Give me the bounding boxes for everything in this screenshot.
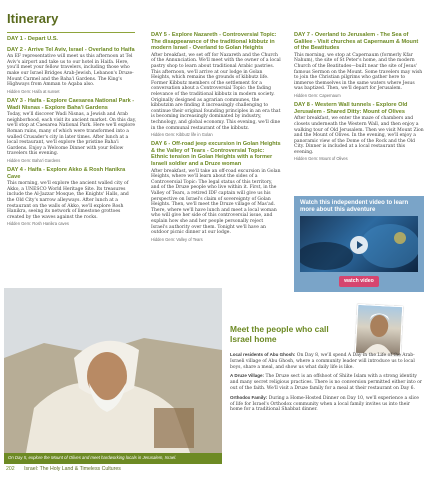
itinerary-column-1 xyxy=(7,36,137,231)
play-icon[interactable] xyxy=(350,236,368,254)
day-2-title: DAY 2 - Arrive Tel Aviv, Israel - Overland to Haifa xyxy=(7,46,135,53)
day-7-title: DAY 7 - Overland to Jerusalem - The Sea of Galilee - Visit churches at Capernaum & Mount of the Beatitudes xyxy=(294,32,419,52)
elderly-man-photo-icon xyxy=(4,288,222,464)
day-3-title: DAY 3 - Haifa - Explore Caesarea National Park - Wadi Nisnas - Explore Baha'i Gardens xyxy=(7,97,135,111)
meet-lead: A Druze Village: xyxy=(230,373,265,379)
portrait-person-icon xyxy=(356,305,402,355)
page-number: 202 xyxy=(6,466,15,472)
day-4-highlight: Hidden Gem: Rosh Hanikra caves xyxy=(7,221,69,227)
meet-text: The Druze sect is an offshoot of Shiite Islam with a strong identity and many secret religious practices. There is no conversion permitted either into or out of the faith. We'll visit a Druze family for a meal at their restaurant on Day 6. xyxy=(230,374,422,391)
meet-paragraph xyxy=(230,373,422,391)
day-5-body: After breakfast, we set off for Nazareth and the Church of the Annunciation. We'll meet with the owner of a local pastry shop to learn about traditional Arabic pastries. This afternoon, we'll arrive at our lodge in Golan Heights, which remains the grounds of kibbutz life. Former Kibbutz members of the settlement for a conversation about a Controversial Topic: the fading relevance of the traditional kibbutz in modern society. Originally designed as agrarian communes, the kibbutzim are finding it increasingly challenging to continue their original founding principles in an era that is becoming increasingly dominated by industry, technology, and global economy. This evening, we'll dine in the communal restaurant of the kibbutz. xyxy=(151,52,281,131)
day-1 xyxy=(7,36,137,43)
day-8-title: DAY 8 - Western Wall tunnels - Explore Old Jerusalem - Shared Ditty: Mount of Olives xyxy=(294,102,408,115)
page-footer xyxy=(6,466,306,472)
day-6 xyxy=(151,141,281,242)
meet-paragraph xyxy=(230,395,422,413)
day-4-body: This morning, we'll explore the ancient walled city of Akko, a UNESCO World Heritage Site. Its treasures include the Al-Jazzar Mosque, the Knights' Halls, and the Old City's narrow alleyways. After lunch at a restaurant on the walls of Akko, we'll explore Rosh Hanikra, seeing its network of limestone grottoes created by the waves against the rocks. xyxy=(7,181,129,220)
day-7-body: This morning, we stop at Capernaum (formerly Kfar Nahum), the site of St Peter's home, and the modern Church of the Beatitudes—built near the site of Jesus' famous Sermon on the Mount. Some travelers may wish to join the Christian pilgrims who gather here to immerse themselves in the same waters where Jesus was baptized. Then, we'll depart for Jerusalem. xyxy=(294,52,423,92)
meet-lead: Orthodox Family: xyxy=(230,394,268,400)
day-7 xyxy=(294,32,424,98)
day-6-title: DAY 6 - Off-road jeep excursion in Golan Heights & the Valley of Tears - Controversial Topic: Ethnic tension in Golan Heights with a former Israeli soldier and a Druze woman xyxy=(151,141,281,168)
book-title: Israel: The Holy Land & Timeless Cultures xyxy=(24,466,121,472)
day-7-highlight: Hidden Gem: Capernaum xyxy=(294,92,341,98)
day-5-title: DAY 5 - Explore Nazareth - Controversial Topic: The disappearance of the traditional kibbutz in modern Israel - Overland to Golan Heights xyxy=(151,32,277,52)
meet-lead: Local residents of Abu Ghosh: xyxy=(230,352,296,357)
day-2-highlight: Hidden Gem: Haifa at sunset xyxy=(7,88,60,94)
day-3-body: Today, we'll discover Wadi Nisnas, a Jewish and Arab neighborhood, each visit its ancient market. On this day, we'll stop at Caesarea National Park. Here we'll explore Roman ruins, many of which were transformed into a walled Crusader's city in later times. After lunch at a local restaurant, we'll explore the pristine Baha'i Gardens. Enjoy a Welcome Dinner with your fellow travelers this evening. xyxy=(7,112,137,157)
day-4-title: DAY 4 - Haifa - Explore Akko & Rosh Hanikra Cave xyxy=(7,167,126,180)
meet-people-title: Meet the people who call Israel home xyxy=(230,324,329,344)
day-8 xyxy=(294,102,424,162)
video-title: Watch this independent video to learn more about this adventure xyxy=(300,200,409,214)
meet-text: On Day 8, we'll spend A Day in the Life of the Arab-Israeli village of Abu Ghosh, where a community leader will introduce us to local boys, share a meal, and show us what daily life is like. xyxy=(230,353,415,370)
day-5-highlight: Hidden Gem: Kibbutz life in Golan xyxy=(151,132,213,138)
day-6-highlight: Hidden Gem: Valley of Tears xyxy=(151,236,203,242)
day-6-body: After breakfast, we'll take an off-road excursion in Golan Heights, where we'll learn about the sides of a Controversial Topic: The legal status of this territory, and of the Druze people who live within it. First, in the Valley of Tears, a retired IDF captain will give us his perspective on Israel's claim of sovereignty of Golan Heights. Then, we'll meet the Druze village of Mas'ad. There, where we'll have lunch and meet a local woman who will give her side of this controversial issue, and explain how she and her people personally reject Israel's authority over them. Tonight we'll have an outdoor picnic dinner at our lodge. xyxy=(151,168,281,236)
feature-photo xyxy=(4,288,222,464)
day-2 xyxy=(7,47,137,94)
video-promo-box xyxy=(294,196,424,292)
meet-text: During a Home-Hosted Dinner on Day 10, we'll experience a slice of life for Israel's Orthodox community when a local family invites us into their home for a traditional Shabbat dinner. xyxy=(230,395,419,413)
meet-people-body xyxy=(230,352,422,416)
day-4 xyxy=(7,167,137,227)
meet-paragraph xyxy=(230,352,422,370)
day-3-highlight: Hidden Gem: Baha'i Gardens xyxy=(7,157,61,163)
portrait-photo xyxy=(355,304,404,356)
itinerary-column-3 xyxy=(294,32,424,166)
day-8-highlight: Hidden Gem: Mount of Olives xyxy=(294,156,348,162)
day-5 xyxy=(151,32,281,137)
photo-caption: On Day 5, explore the Mount of Olives and meet hardworking locals in Jerusalem, Israel. xyxy=(8,455,177,460)
day-1-title: DAY 1 - Depart U.S. xyxy=(7,36,58,42)
itinerary-column-2 xyxy=(151,32,281,246)
page-title: Itinerary xyxy=(7,11,59,26)
day-2-body: An EF representative will meet us this afternoon at Tel Aviv's airport and take us to our hotel in Haifa. Here, you'll meet your fellow travelers, including those who make our Israel Bridges Arab-Jewish, Lebanon's Druze-Mount Carmel and the Baha'i Gardens. The King's Highways from Amman to Aqaba also. xyxy=(7,54,134,88)
video-thumbnail[interactable] xyxy=(300,216,418,272)
watch-video-button[interactable]: watch video xyxy=(339,276,379,287)
day-3 xyxy=(7,98,137,163)
title-rule xyxy=(7,32,135,33)
day-8-body: After breakfast, we enter the maze of chambers and closets underneath the Western Wall, and then enjoy a walking tour of Old Jerusalem. Then we visit Mount Zion and the Mount of Olives. In the evening, we'll enjoy a panoramic view of the Dome of the Rock and the Old City. Dinner is included at a local restaurant this evening. xyxy=(294,116,424,155)
